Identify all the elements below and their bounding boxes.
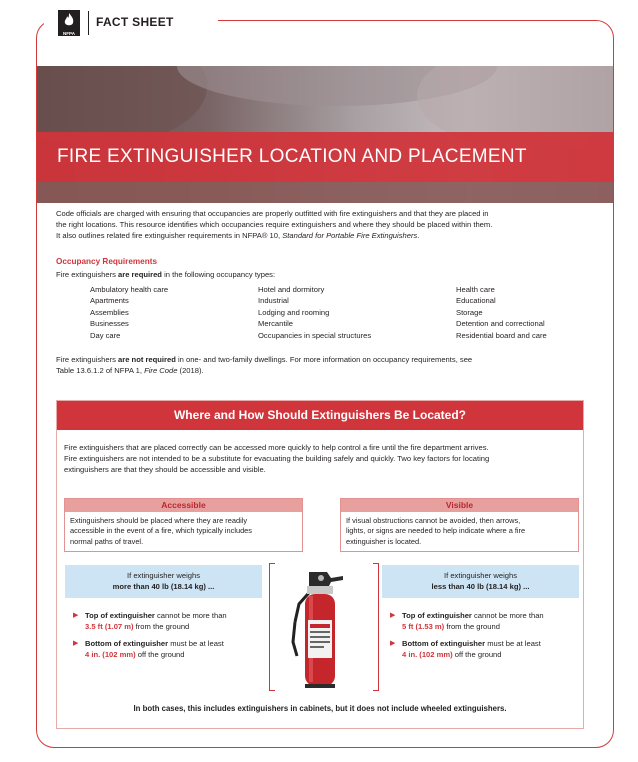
occupancy-item: Businesses: [90, 319, 129, 329]
arrow-right-icon: ▶: [73, 640, 79, 648]
location-intro: Fire extinguishers that are placed correctly can be accessed more quickly to help control a fire until the fire department arrives. Fire extinguishers are not intended to be a substitute for evacuating the building safely and quickly. Two key factors for locating extinguishers are that they should be accessible and visible.: [64, 443, 490, 474]
heavy-rules: [73, 611, 273, 667]
hero-banner: [37, 66, 613, 203]
logo-divider: [88, 11, 89, 35]
standard-title: Standard for Portable Fire Extinguishers: [282, 231, 418, 240]
light-top-rule: ▶ Top of extinguisher cannot be more than 5 ft (1.53 m) from the ground: [390, 611, 544, 631]
occupancy-item: Residential board and care: [456, 330, 547, 340]
occupancy-list-col3: [456, 284, 547, 341]
occupancy-list-col1: [90, 284, 168, 341]
arrow-right-icon: ▶: [390, 640, 396, 648]
location-section: [56, 400, 584, 729]
heavy-bottom-rule: ▶ Bottom of extinguisher must be at least 4 in. (102 mm) off the ground: [73, 639, 224, 659]
accessible-title: Accessible: [65, 499, 302, 512]
logo-text: NFPA: [63, 31, 75, 36]
occupancy-item: Health care: [456, 285, 495, 294]
intro-line: Code officials are charged with ensuring that occupancies are properly outfitted with fire extinguishers and that they are placed in: [56, 209, 489, 218]
light-rules: [390, 611, 590, 667]
required-intro: Fire extinguishers are required in the following occupancy types:: [56, 270, 276, 279]
occupancy-item: Occupancies in special structures: [258, 330, 372, 340]
intro-line: the right locations. This resource identifies which occupancies require extinguishers and where they should be placed within them.: [56, 220, 493, 229]
accessible-text: Extinguishers should be placed where they are readily accessible in the event of a fire, which typically includes normal paths of travel.: [70, 516, 252, 546]
occupancy-item: Storage: [456, 307, 483, 317]
page-title: FIRE EXTINGUISHER LOCATION AND PLACEMENT: [57, 146, 527, 167]
visible-text: If visual obstructions cannot be avoided, then arrows, lights, or signs are needed to help indicate where a fire extinguisher is located.: [346, 516, 526, 546]
wheeled-note: In both cases, this includes extinguishers in cabinets, but it does not include wheeled extinguishers.: [133, 704, 507, 713]
occupancy-item: Detention and correctional: [456, 319, 545, 329]
light-weight-label: If extinguisher weighs less than 40 lb (18.14 kg) ...: [382, 565, 579, 598]
occupancy-item: Hotel and dormitory: [258, 285, 325, 294]
not-required-note: Fire extinguishers are not required in one- and two-family dwellings. For more information on occupancy requirements, see Table 13.6.1.2 of NFPA 1, Fire Code (2018).: [56, 355, 473, 375]
location-section-title: Where and How Should Extinguishers Be Located?: [57, 401, 583, 430]
nfpa-logo: [58, 10, 80, 36]
accessible-box: [64, 498, 303, 552]
visible-title: Visible: [341, 499, 578, 512]
fact-sheet-label: FACT SHEET: [96, 15, 174, 29]
heavy-weight-label: If extinguisher weighs more than 40 lb (18.14 kg) ...: [65, 565, 262, 598]
occupancy-heading: Occupancy Requirements: [56, 257, 158, 266]
intro-paragraph: [56, 208, 586, 241]
occupancy-item: Ambulatory health care: [90, 285, 169, 294]
occupancy-item: Mercantile: [258, 319, 294, 329]
intro-line: It also outlines related fire extinguisher requirements in NFPA® 10, Standard for Portable Fire Extinguishers.: [56, 231, 420, 240]
occupancy-item: Assemblies: [90, 307, 129, 317]
occupancy-item: Educational: [456, 296, 496, 306]
occupancy-item: Apartments: [90, 296, 129, 306]
occupancy-item: Industrial: [258, 296, 289, 306]
height-bracket-left: [269, 563, 275, 691]
heavy-top-rule: ▶ Top of extinguisher cannot be more than 3.5 ft (1.07 m) from the ground: [73, 611, 227, 631]
visible-box: [340, 498, 579, 552]
arrow-right-icon: ▶: [73, 612, 79, 619]
light-bottom-rule: ▶ Bottom of extinguisher must be at least 4 in. (102 mm) off the ground: [390, 639, 541, 659]
occupancy-item: Day care: [90, 330, 121, 340]
occupancy-list-col2: [258, 284, 371, 341]
fire-extinguisher-image: [285, 564, 355, 694]
occupancy-item: Lodging and rooming: [258, 307, 330, 317]
arrow-right-icon: ▶: [390, 612, 396, 619]
height-bracket-right: [373, 563, 379, 691]
